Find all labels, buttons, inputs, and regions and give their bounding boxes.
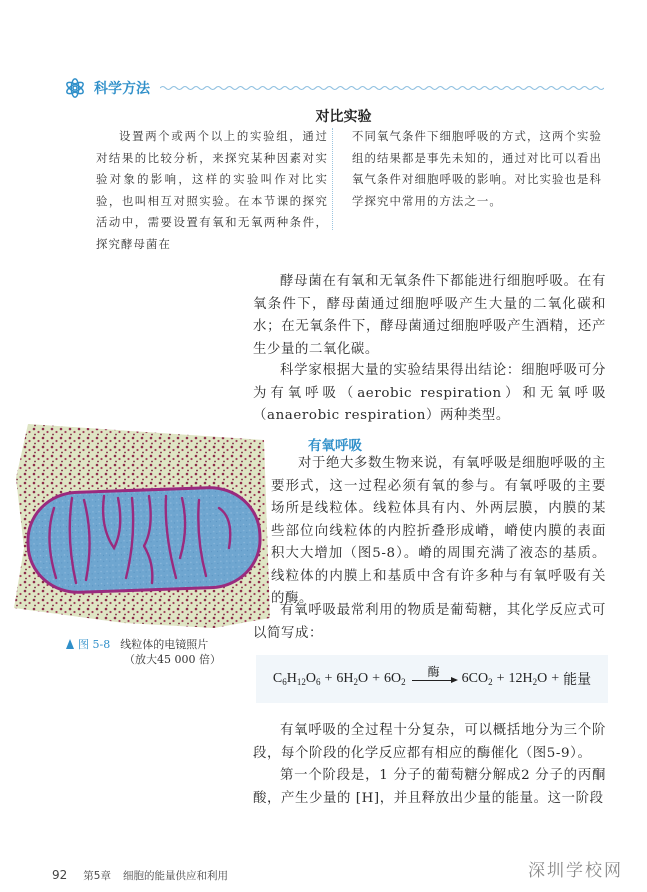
triangle-marker-icon [66, 639, 74, 649]
paragraph-respiration-types: 科学家根据大量的实验结果得出结论：细胞呼吸可分为有氧呼吸（aerobic respiration）和无氧呼吸（anaerobic respiration）两种类型。 [253, 363, 606, 423]
mitochondrion-micrograph [14, 418, 270, 628]
caption-magnification: （放大45 000 倍） [124, 653, 221, 666]
figure-caption [66, 637, 221, 667]
chapter-number: 第5章 [83, 870, 111, 882]
subheading-aerobic: 有氧呼吸 [308, 438, 362, 454]
product-water: $12H_2O$ [508, 671, 548, 687]
caption-text: 线粒体的电镜照片 [120, 638, 209, 651]
catalyst-label: 酶 [427, 664, 440, 679]
paragraph-mitochondria: 对于绝大多数生物来说，有氧呼吸是细胞呼吸的主要形式，这一过程必须有氧的参与。有氧呼吸的主要场所是线粒体。线粒体具有内、外两层膜，内膜的某些部位向线粒体的内腔折叠形成嵴，嵴使内膜的表面积大大增加（图5-8）。嵴的周围充满了液态的基质。线粒体的内膜上和基质中含有许多种与有氧呼吸有关的酶。 [271, 456, 606, 606]
reaction-arrow [412, 666, 456, 681]
method-section-header [64, 74, 604, 102]
section-label: 科学方法 [94, 81, 150, 97]
reactant-oxygen: $6O_2$ [384, 671, 406, 687]
watermark: 深圳学校网 [528, 861, 623, 881]
column-divider [332, 128, 333, 230]
paragraph-glucose: 有氧呼吸最常利用的物质是葡萄糖，其化学反应式可以简写成： [253, 603, 606, 641]
arrow-right-icon [412, 680, 456, 681]
paragraph-first-stage: 第一个阶段是，1 分子的葡萄糖分解成2 分子的丙酮酸，产生少量的 [H]，并且释放出少量的能量。这一阶段 [253, 768, 606, 806]
chemical-equation: $C_6H_{12}O_6$ + $6H_2O$ + $6O_2$ 酶 $6CO_2$ + $12H_2O$ + 能量 [256, 655, 608, 703]
method-left-column: 设置两个或两个以上的实验组，通过对结果的比较分析，来探究某种因素对实验对象的影响，这样的实验叫作对比实验，也叫相互对照实验。在本节课的探究活动中，需要设置有氧和无氧两种条件，探究酵母菌在 [96, 129, 328, 251]
figure-label: 图 5-8 [78, 638, 111, 651]
reactant-glucose: $C_6H_{12}O_6$ [272, 671, 321, 687]
page-footer [52, 868, 228, 883]
paragraph-stages [253, 720, 606, 810]
product-co2: $6CO_2$ [461, 671, 493, 687]
method-box-title: 对比实验 [315, 109, 372, 125]
method-right-column: 不同氧气条件下细胞呼吸的方式，这两个实验组的结果都是事先未知的，通过对比可以看出氧气条件对细胞呼吸的影响。对比实验也是科学探究中常用的方法之一。 [352, 129, 602, 208]
paragraph-yeast: 酵母菌在有氧和无氧条件下都能进行细胞呼吸。在有氧条件下，酵母菌通过细胞呼吸产生大量的二氧化碳和水；在无氧条件下，酵母菌通过细胞呼吸产生酒精，还产生少量的二氧化碳。 [253, 274, 606, 357]
page-number: 92 [52, 868, 68, 882]
product-energy: 能量 [563, 673, 592, 688]
chapter-title: 细胞的能量供应和利用 [122, 870, 228, 882]
paragraph-stages-overview: 有氧呼吸的全过程十分复杂，可以概括地分为三个阶段，每个阶段的化学反应都有相应的酶催化（图5-9）。 [253, 723, 606, 761]
reactant-water: $6H_2O$ [336, 671, 369, 687]
atom-flower-icon [64, 77, 86, 99]
wavy-divider [160, 84, 604, 92]
